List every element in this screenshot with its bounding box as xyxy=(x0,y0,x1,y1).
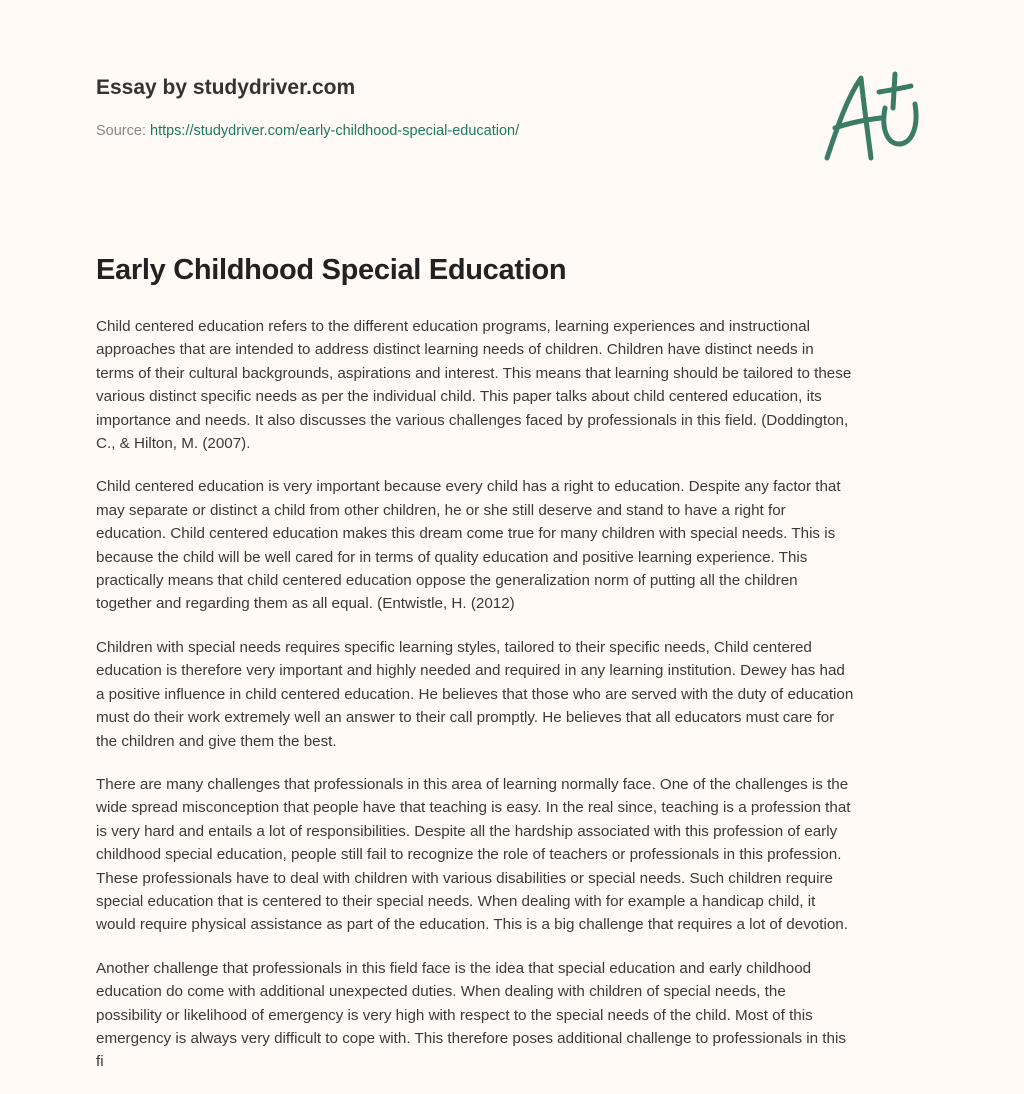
paragraph-line: terms of their cultural backgrounds, aspirations and interest. This means that learning should be tailored to these xyxy=(96,364,852,382)
paragraph-line: must do their work extremely well an answer to their call promptly. He believes that all educators must care for xyxy=(96,709,835,727)
paragraph-line: fi xyxy=(96,1053,104,1071)
paragraph-line: approaches that are intended to address distinct learning needs of children. Children have distinct needs in xyxy=(96,341,814,359)
paragraph-line: together and regarding them as all equal. (Entwistle, H. (2012) xyxy=(96,595,515,613)
paragraph-line: Children with special needs requires specific learning styles, tailored to their specific needs, Child centered xyxy=(96,638,812,656)
paragraph-line: There are many challenges that professionals in this area of learning normally face. One of the challenges is the xyxy=(96,775,849,793)
paragraph-line: emergency is always very difficult to cope with. This therefore poses additional challenge to professionals in this xyxy=(96,1029,846,1047)
article-body xyxy=(96,315,946,1094)
paragraph-line: Child centered education is very important because every child has a right to education. Despite any factor that xyxy=(96,478,841,496)
paragraph-line: a positive influence in child centered education. He believes that those who are served with the duty of education xyxy=(96,685,854,703)
paragraph-line: would require physical assistance as part of the education. This is a big challenge that requires a lot of devotion. xyxy=(96,916,848,934)
article-paragraph xyxy=(96,773,946,937)
paragraph-line: wide spread misconception that people have that teaching is easy. In the real since, teaching is a profession that xyxy=(96,799,851,817)
paragraph-line: Child centered education refers to the different education programs, learning experiences and instructional xyxy=(96,318,810,335)
paragraph-line: C., & Hilton, M. (2007). xyxy=(96,435,251,453)
paragraph-line: education. Child centered education makes this dream come true for many children with special needs. This is xyxy=(96,525,836,543)
paragraph-line: education is therefore very important and highly needed and required in any learning institution. Dewey has had xyxy=(96,662,845,680)
paragraph-line: education do come with additional unexpected duties. When dealing with children of special needs, the xyxy=(96,983,786,1001)
a-plus-logo-icon xyxy=(815,68,935,168)
paragraph-line: These professionals have to deal with children with various disabilities or special needs. Such children require xyxy=(96,869,833,887)
paragraph-line: practically means that child centered education oppose the generalization norm of putting all the children xyxy=(96,572,798,590)
source-label: Source: xyxy=(96,123,150,139)
paragraph-line: importance and needs. It also discusses the various challenges faced by professionals in this field. (Doddington, xyxy=(96,411,849,429)
paragraph-line: various distinct specific needs as per the individual child. This paper talks about child centered education, its xyxy=(96,388,822,406)
paragraph-line: possibility or likelihood of emergency is very high with respect to the special needs of the child. Most of this xyxy=(96,1006,813,1024)
paragraph-line: because the child will be well cared for in terms of quality education and positive learning experience. This xyxy=(96,548,808,566)
article-paragraph xyxy=(96,636,946,753)
paragraph-line: is very hard and entails a lot of responsibilities. Despite all the hardship associated with this profession of early xyxy=(96,822,838,840)
source-link[interactable]: https://studydriver.com/early-childhood-special-education/ xyxy=(150,123,520,139)
paragraph-line: may separate or distinct a child from other children, he or she still deserve and stand to have a right for xyxy=(96,501,786,519)
source-line xyxy=(96,123,519,139)
paragraph-line: the children and give them the best. xyxy=(96,732,337,750)
article-paragraph xyxy=(96,957,946,1074)
paragraph-line: Another challenge that professionals in this field face is the idea that special education and early childhood xyxy=(96,959,812,977)
paragraph-line: special education that is centered to their special needs. When dealing with for example a handicap child, it xyxy=(96,892,816,910)
article-paragraph xyxy=(96,315,946,455)
paragraph-line: childhood special education, people still fail to recognize the role of teachers or professionals in this profession. xyxy=(96,846,842,864)
site-brand: Essay by studydriver.com xyxy=(96,76,356,99)
article-paragraph xyxy=(96,475,946,615)
article-title: Early Childhood Special Education xyxy=(96,254,567,286)
